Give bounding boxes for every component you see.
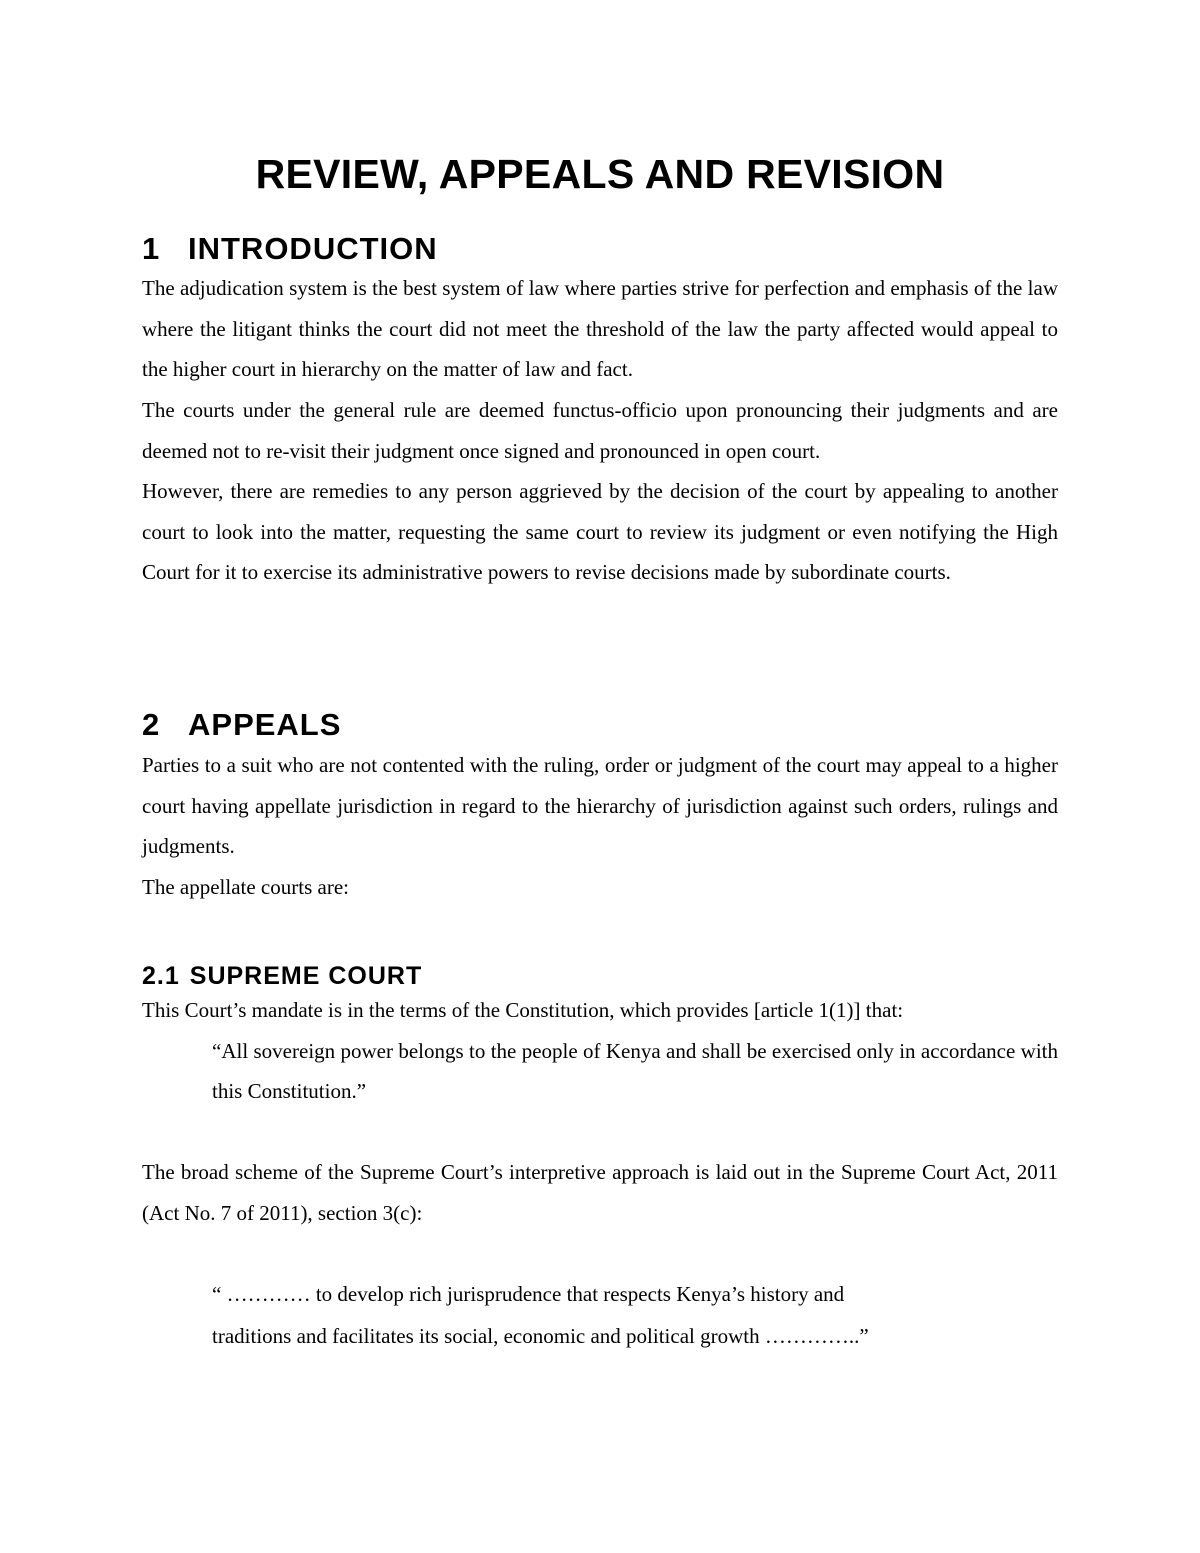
supreme-court-paragraph-2: The broad scheme of the Supreme Court’s interpretive approach is laid out in the Supreme Court Act, 2011 (Act No. 7 of 2011), section 3(c): xyxy=(142,1160,1058,1225)
section-heading-appeals xyxy=(142,705,341,745)
quote-line: traditions and facilitates its social, economic and political growth …………..” xyxy=(212,1324,869,1348)
introduction-paragraph-3: However, there are remedies to any person aggrieved by the decision of the court by appealing to another court to look into the matter, requesting the same court to review its judgment or even notifying the High Court for it to exercise its administrative powers to revise decisions made by subordinate courts. xyxy=(142,479,1058,585)
introduction-paragraph-2: The courts under the general rule are deemed functus-officio upon pronouncing their judgments and are deemed not to re-visit their judgment once signed and pronounced in open court. xyxy=(142,398,1058,463)
section-number: 1 xyxy=(142,231,161,266)
supreme-court-act-quote xyxy=(212,1273,1058,1357)
supreme-court-paragraph-1: This Court’s mandate is in the terms of the Constitution, which provides [article 1(1)] that: xyxy=(142,998,904,1022)
appeals-paragraph-1: Parties to a suit who are not contented with the ruling, order or judgment of the court may appeal to a higher court having appellate jurisdiction in regard to the hierarchy of jurisdiction against such orders, rulings and judgments. xyxy=(142,753,1058,859)
quote-line: “ ………… to develop rich jurisprudence that respects Kenya’s history and xyxy=(212,1282,845,1306)
section-title: APPEALS xyxy=(188,707,342,742)
section-title: INTRODUCTION xyxy=(188,231,438,266)
section-heading-introduction xyxy=(142,229,438,269)
subsection-title: SUPREME COURT xyxy=(189,962,423,990)
subsection-number: 2.1 xyxy=(142,962,180,990)
appeals-paragraph-2: The appellate courts are: xyxy=(142,875,349,899)
constitution-quote: “All sovereign power belongs to the people of Kenya and shall be exercised only in accordance with this Constitution.” xyxy=(212,1039,1058,1103)
document-title: REVIEW, APPEALS AND REVISION xyxy=(255,151,945,197)
section-number: 2 xyxy=(142,707,161,742)
subsection-heading-supreme-court xyxy=(142,960,422,992)
introduction-paragraph-1: The adjudication system is the best system of law where parties strive for perfection and emphasis of the law where the litigant thinks the court did not meet the threshold of the law the party affected would appeal to the higher court in hierarchy on the matter of law and fact. xyxy=(142,276,1058,382)
